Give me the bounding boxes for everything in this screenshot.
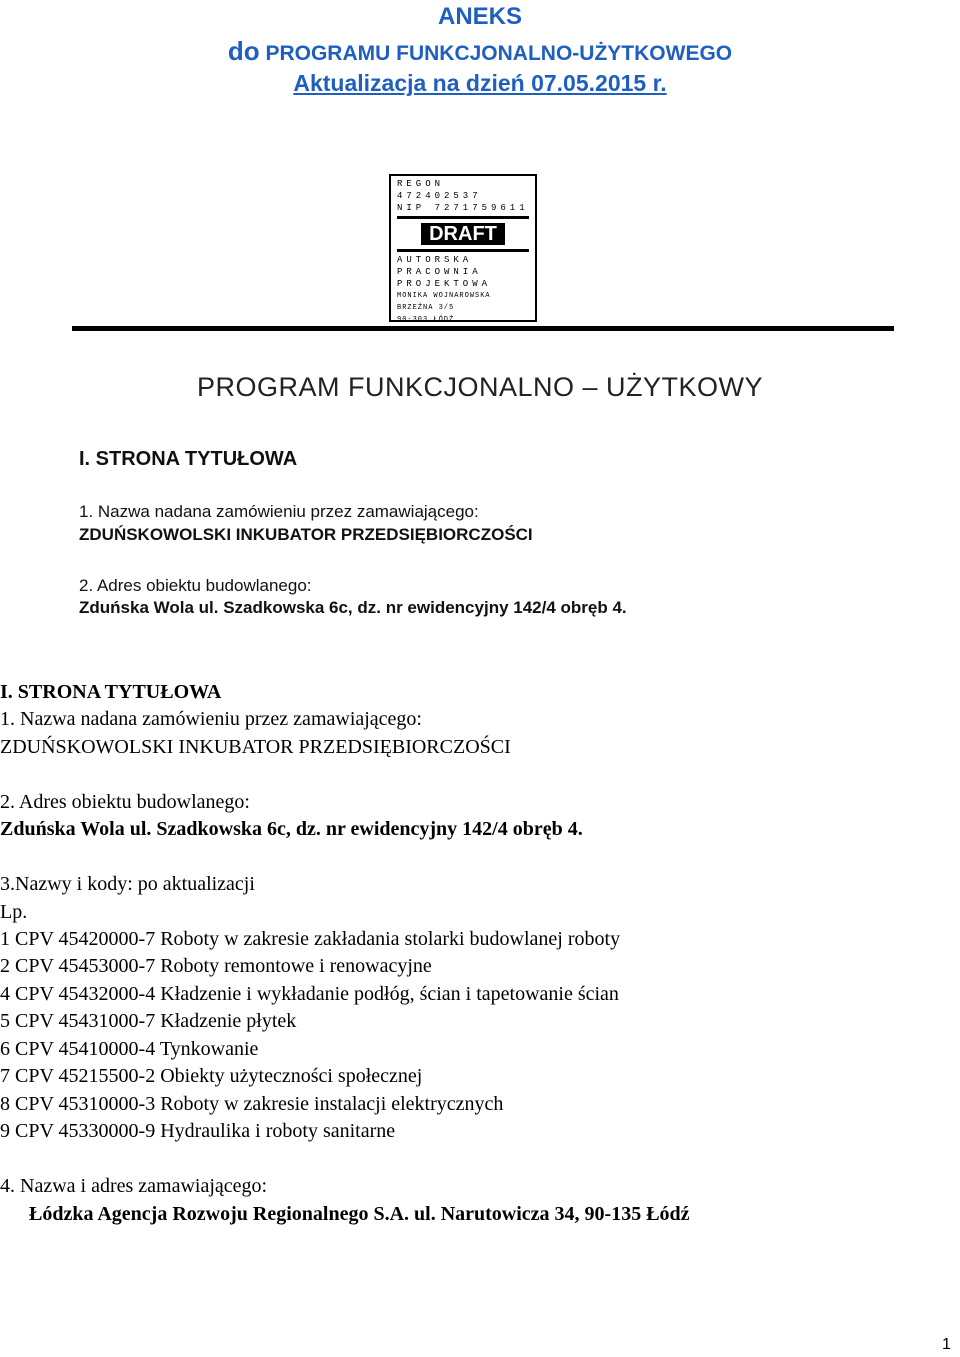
stamp-nip: NIP 7271759611 (397, 203, 529, 213)
stamp-city: 90-303 ŁÓDŹ (397, 316, 455, 324)
annex-subtitle (0, 36, 960, 67)
embedded-item2-value: Zduńska Wola ul. Szadkowska 6c, dz. nr ewidencyjny 142/4 obręb 4. (79, 598, 627, 617)
code-row: 1 CPV 45420000-7 Roboty w zakresie zakładania stolarki budowlanej roboty (0, 928, 621, 950)
item1-label: 1. Nazwa nadana zamówieniu przez zamawiającego: (0, 708, 422, 730)
stamp-street: BRZEŹNA 3/5 (397, 304, 455, 312)
update-date: Aktualizacja na dzień 07.05.2015 r. (293, 70, 667, 96)
embedded-item2-label: 2. Adres obiektu budowlanego: (79, 576, 312, 595)
embedded-section-title: I. STRONA TYTUŁOWA (79, 448, 298, 470)
item3-label: 3.Nazwy i kody: po aktualizacji (0, 873, 255, 895)
code-row: 7 CPV 45215500-2 Obiekty użyteczności społecznej (0, 1065, 423, 1087)
code-row: 5 CPV 45431000-7 Kładzenie płytek (0, 1010, 297, 1032)
stamp-owner: MONIKA WOJNAROWSKA (397, 292, 491, 300)
company-stamp (389, 174, 537, 322)
item4-label: 4. Nazwa i adres zamawiającego: (0, 1175, 268, 1197)
stamp-regon: REGON 472402537 (397, 179, 482, 201)
stamp-line: AUTORSKA (397, 255, 473, 265)
stamp-line: PROJEKTOWA (397, 279, 492, 289)
code-row: 4 CPV 45432000-4 Kładzenie i wykładanie podłóg, ścian i tapetowanie ścian (0, 983, 619, 1005)
stamp-line: PRACOWNIA (397, 267, 482, 277)
embedded-item1-label: 1. Nazwa nadana zamówieniu przez zamawiającego: (79, 502, 479, 521)
stamp-divider (397, 249, 529, 252)
horizontal-rule (72, 326, 894, 331)
stamp-divider (397, 216, 529, 219)
page-number: 1 (942, 1336, 951, 1353)
code-row: 9 CPV 45330000-9 Hydraulika i roboty sanitarne (0, 1120, 396, 1142)
section-title: I. STRONA TYTUŁOWA (0, 681, 222, 703)
item2-label: 2. Adres obiektu budowlanego: (0, 791, 250, 813)
item4-value: Łódzka Agencja Rozwoju Regionalnego S.A. ul. Narutowicza 34, 90-135 Łódź (29, 1203, 690, 1225)
code-row: 2 CPV 45453000-7 Roboty remontowe i renowacyjne (0, 955, 432, 977)
annex-title: ANEKS (437, 3, 522, 30)
lp-header: Lp. (0, 901, 28, 923)
embedded-item1-value: ZDUŃSKOWOLSKI INKUBATOR PRZEDSIĘBIORCZOŚCI (79, 525, 533, 544)
stamp-draft-logo: DRAFT (421, 223, 505, 245)
item1-value: ZDUŃSKOWOLSKI INKUBATOR PRZEDSIĘBIORCZOŚCI (0, 736, 511, 758)
code-row: 8 CPV 45310000-3 Roboty w zakresie instalacji elektrycznych (0, 1093, 504, 1115)
item2-value: Zduńska Wola ul. Szadkowska 6c, dz. nr ewidencyjny 142/4 obręb 4. (0, 818, 583, 840)
subtitle-prefix: do (227, 36, 260, 66)
code-row: 6 CPV 45410000-4 Tynkowanie (0, 1038, 259, 1060)
subtitle-text: PROGRAMU FUNKCJONALNO-UŻYTKOWEGO (265, 42, 733, 65)
program-title: PROGRAM FUNKCJONALNO – UŻYTKOWY (196, 372, 764, 402)
